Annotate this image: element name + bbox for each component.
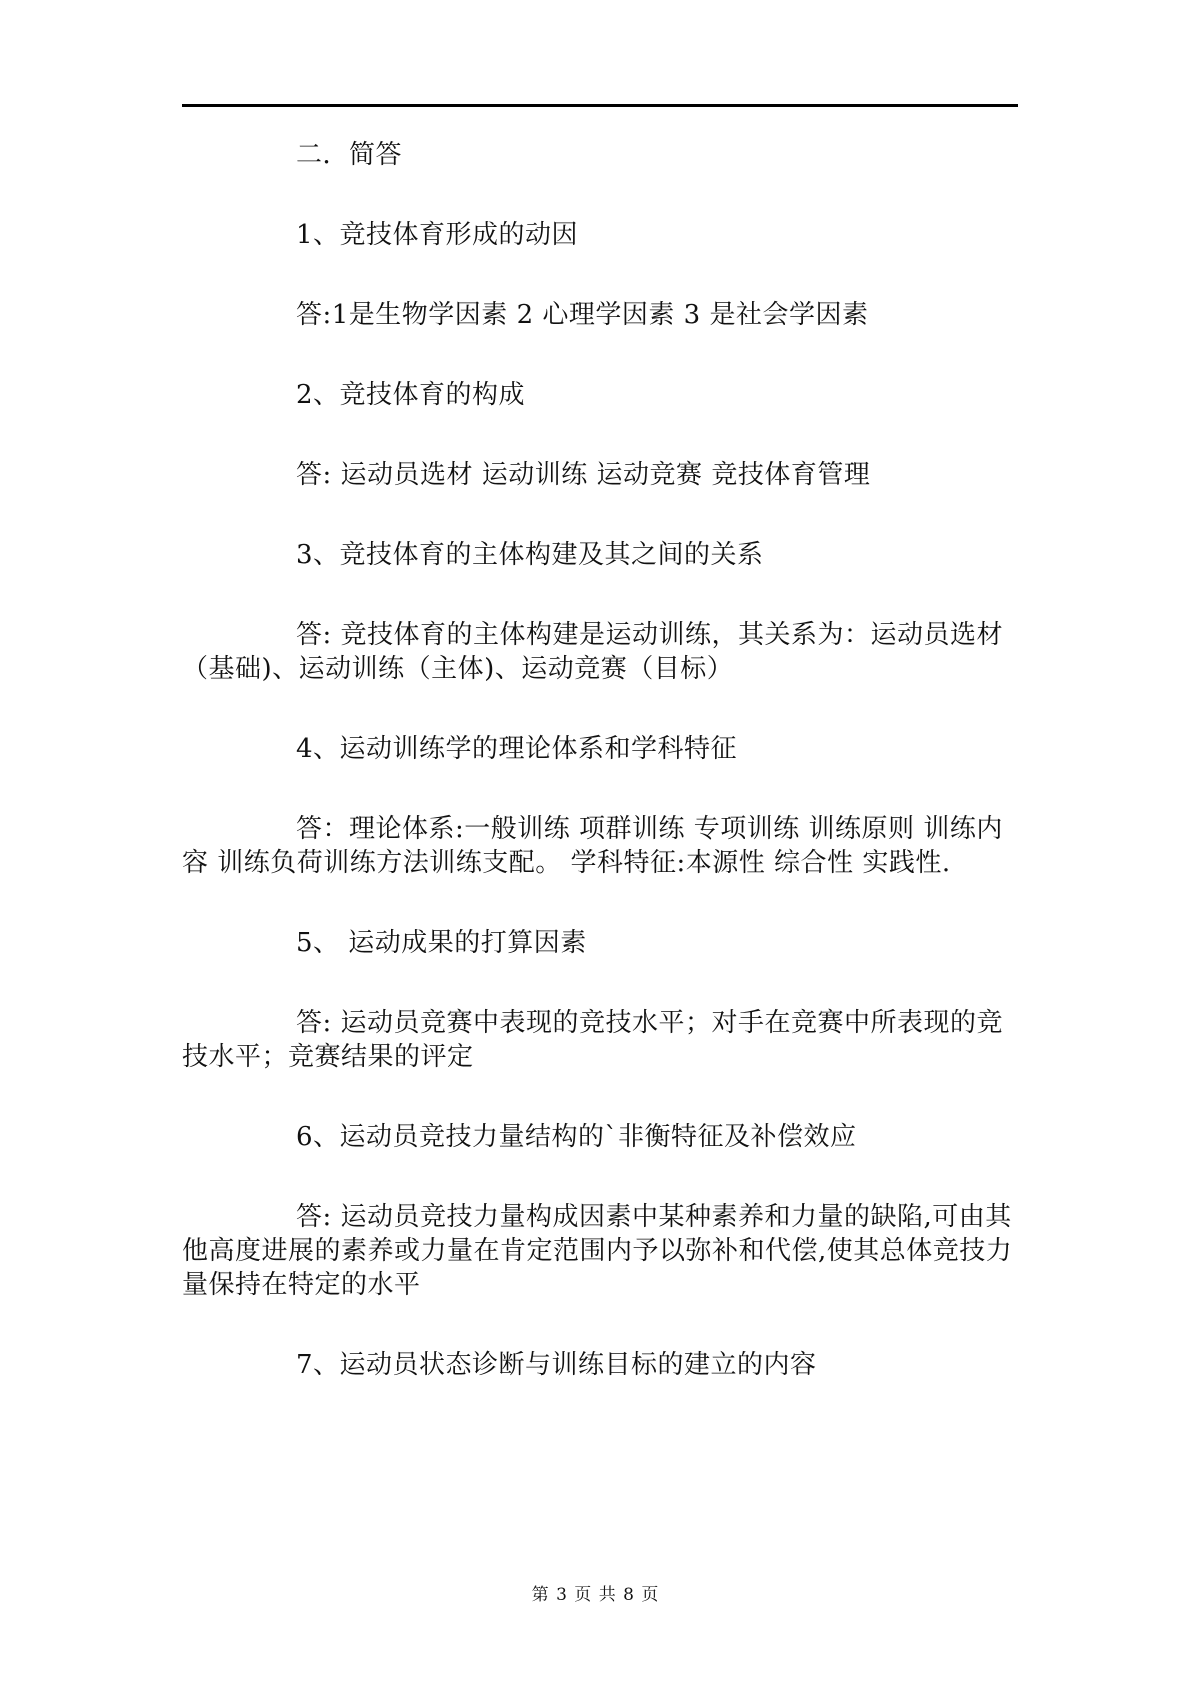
answer-3: 答: 竞技体育的主体构建是运动训练，其关系为：运动员选材（基础)、运动训练（主体)、运动竞赛（目标） <box>182 620 1004 684</box>
question-5: 5、 运动成果的打算因素 <box>296 928 587 958</box>
header-rule <box>182 104 1018 107</box>
question-4: 4、运动训练学的理论体系和学科特征 <box>296 734 738 764</box>
answer-4: 答：理论体系:一般训练 项群训练 专项训练 训练原则 训练内容 训练负荷训练方法训练支配。 学科特征:本源性 综合性 实践性. <box>182 814 1003 878</box>
answer-2: 答: 运动员选材 运动训练 运动竞赛 竞技体育管理 <box>296 460 871 490</box>
question-1: 1、竞技体育形成的动因 <box>296 220 579 250</box>
question-2: 2、竞技体育的构成 <box>296 380 526 410</box>
document-body <box>182 138 1018 1428</box>
answer-6: 答: 运动员竞技力量构成因素中某种素养和力量的缺陷,可由其他高度进展的素养或力量在肯定范围内予以弥补和代偿,使其总体竞技力量保持在特定的水平 <box>182 1202 1013 1300</box>
answer-5: 答: 运动员竞赛中表现的竞技水平；对手在竞赛中所表现的竞技水平；竞赛结果的评定 <box>182 1008 1004 1072</box>
question-3: 3、竞技体育的主体构建及其之间的关系 <box>296 540 764 570</box>
answer-1: 答:1是生物学因素 2 心理学因素 3 是社会学因素 <box>296 300 869 330</box>
question-7: 7、运动员状态诊断与训练目标的建立的内容 <box>296 1350 817 1380</box>
question-6: 6、运动员竞技力量结构的`非衡特征及补偿效应 <box>296 1122 857 1152</box>
page-number-footer: 第 3 页 共 8 页 <box>531 1585 660 1605</box>
section-title: 二．简答 <box>296 140 403 170</box>
